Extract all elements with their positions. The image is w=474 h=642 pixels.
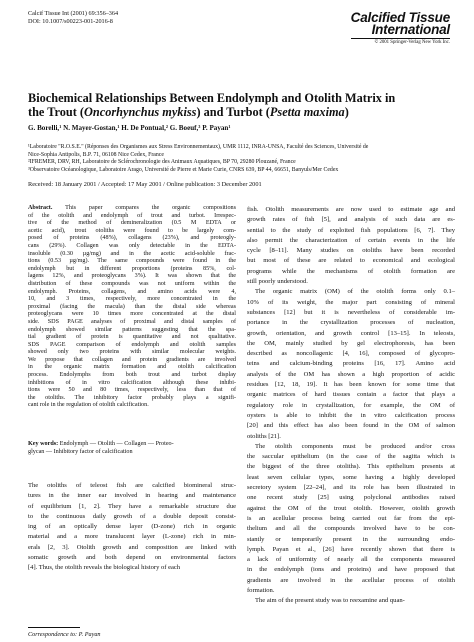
text-line: growth rates of fish [5], and analysis of such data are es- (247, 216, 455, 224)
article-title (28, 91, 448, 119)
abstract-line: posed of proteins (48%), collagens (23%), and proteogly- (28, 235, 236, 242)
affiliation-line: ²IFREMER, DRV, RH, Laboratoire de Sclérochronologie des Animaux Aquatiques, BP 70, 29280 Plouzané, France (28, 159, 296, 166)
text-line: also permit the characterization of certain events in the life (247, 236, 455, 244)
abstract-line: We propose that collagen and protein gradients are involved (28, 356, 236, 363)
text-line: sential to the study of exploited fish populations [6, 7]. They (247, 226, 455, 234)
abstract-line: tions were 50 and 80 times, respectively, less than that of (28, 387, 236, 394)
text-line: programs while the mechanisms of otolith formation are (247, 267, 455, 275)
abstract-line: tial gradient of protein is quantitative and not qualitative. (28, 334, 236, 341)
text-line: erals [2, 3]. Otolith growth and composition are linked with (28, 543, 236, 551)
text-line: material and a more translucent layer (L-zone) rich in min- (28, 533, 236, 541)
correspondence-note: Correspondence to: P. Payan (28, 631, 101, 638)
text-line: fish. Otolith measurements are now used to estimate age and (247, 206, 455, 213)
affiliation-line: Nice-Sophia Antipolis, B.P. 71, 06108 Nice Cedex, France (28, 151, 164, 158)
affiliation-line: ³Observatoire Océanologique, Laboratoire Arago, Université de Pierre et Marie Curie, CNRS 639, BP 44, 66651, Banyuls/Mer Cedex (28, 166, 339, 173)
text-line: of equilibrium [1, 2]. They have a remarkable structure due (28, 502, 236, 510)
abstract-line: acetic acid), trout otoliths were found to be largely com- (28, 227, 236, 234)
text-line: in the endolymph (ions and proteins) and have proposed that (247, 566, 455, 574)
affiliations (28, 144, 448, 174)
text-line: ing of an optically dense layer (D-zone) rich in organic (28, 523, 236, 531)
affiliation-line: ¹Laboratoire "R.O.S.E." (Réponses des Organismes aux Stress Environnementaux), UMR 1112, INRA-UNSA, Faculté des Sciences, Université de (28, 144, 369, 150)
abstract-line: insoluble (0.30 µg/mg) and in the acetic acid-soluble frac- (28, 250, 236, 257)
abstract-line: showed only two proteins with similar molecular weights. (28, 349, 236, 356)
text-line: substances [12] but it is nevertheless of considerable im- (247, 308, 455, 316)
doi-line: DOI: 10.1007/s00223-001-2016-8 (28, 18, 113, 25)
text-line: lymph. Payan et al., [26] have recently shown that there is (247, 545, 455, 553)
abstract-line: endolymph showed similar patterns suggesting that the spa- (28, 326, 236, 333)
text-line: secretory system [22–24], and its role has been illustrated in (247, 484, 455, 492)
text-line: [4]. Thus, the otolith reveals the biological history of each (28, 564, 181, 572)
text-line: formation. (247, 586, 275, 594)
text-line: described as noncollagenic [4, 16], composed of glycopro- (247, 350, 455, 358)
text-line: a lack of uniformity of nearly all the components measured (247, 556, 455, 564)
text-line: growth, orientation, and growth control [13–15]. In teleosts, (247, 329, 455, 337)
citation-block (28, 10, 118, 26)
abstract-line: inhibitions of in vitro calcification although these inhibi- (28, 379, 236, 386)
text-line: residues [12, 18, 19]. It has been known for some time that (247, 381, 455, 389)
text-line: one recent study [25] using polyclonal antibodies raised (247, 494, 455, 502)
abstract-line: proteoglycans were 10 times more concentrated at the distal (28, 311, 236, 318)
publication-dates: Received: 18 January 2001 / Accepted: 17 May 2001 / Online publication: 3 December 2001 (28, 181, 262, 188)
abstract-line: endolymph. Proteins, collagens, and amino acids were 4, (28, 288, 236, 295)
author-list: G. Borelli,¹ N. Mayer-Gostan,¹ H. De Pontual,² G. Boeuf,³ P. Payan¹ (28, 124, 231, 132)
text-line: The otolith components must be produced and/or cross (255, 442, 455, 450)
abstract-line: the otoliths. The inhibitory factor probably plays a signifi- (28, 394, 236, 401)
title-line: the Trout (Oncorhynchus mykiss) and Turbot (Psetta maxima) (28, 105, 349, 119)
copyright-line: © 2001 Springer-Verlag New York Inc. (374, 40, 450, 46)
keywords-label: Key words: (28, 441, 59, 447)
text-line: oysters is able to inhibit the in vitro calcification process (247, 411, 455, 419)
text-line: organic matrices of hard tissues contain a factor that plays a (247, 391, 455, 399)
text-line: teins and calcium-binding proteins [16, 17]. Amino acid (247, 360, 455, 368)
text-line: portance in the crystallization processes of nucleation, (247, 319, 455, 327)
journal-name-line1: Calcified Tissue (350, 10, 450, 25)
abstract (28, 205, 236, 410)
journal-logo (351, 12, 450, 46)
abstract-line: process. Endolymphs from both trout and turbot display (28, 372, 236, 379)
text-line: the biggest of the three otoliths). This epithelium presents at (247, 463, 455, 471)
text-line: is an acellular process being carried out far from the epi- (247, 514, 455, 522)
text-line: analysis of the OM has shown a high proportion of acidic (247, 370, 455, 378)
journal-name-line2: International (371, 22, 450, 37)
abstract-line: distribution of these compounds was not uniform within the (28, 280, 236, 287)
keywords-text: Endolymph — Otolith — Collagen — Proteo- (58, 441, 174, 447)
text-line: The organic matrix (OM) of the otolith forms only 0.1– (255, 288, 455, 296)
introduction-column-1 (28, 481, 236, 574)
abstract-line: SDS PAGE comparison of endolymph and otolith samples (28, 341, 236, 348)
abstract-line: tions (0.53 µg/mg). The same compounds were found in the (28, 258, 236, 265)
text-line: stantly or temporarily present in the surrounding endo- (247, 535, 455, 543)
abstract-text: This paper compares the organic compositions (52, 205, 236, 211)
abstract-line: proximal (facing the macula) than the distal side whereas (28, 303, 236, 310)
keywords (28, 440, 236, 456)
text-line: but most of these are related to economical and ecological (247, 257, 455, 265)
keywords-text: glycan — Inhibitory factor of calcification (28, 449, 133, 455)
citation-line: Calcif Tissue Int (2001) 69:356–364 (28, 10, 119, 17)
abstract-line (28, 205, 236, 213)
text-line: least seven cellular types, some having a highly developed (247, 473, 455, 481)
text-line: otoliths [21]. (247, 432, 281, 440)
text-line: gradients are involved in the acellular process of otolith (247, 576, 455, 584)
title-line: Biochemical Relationships Between Endolymph and Otolith Matrix in (28, 91, 396, 105)
text-line: regulatory role in crystallization, for example, the OM of (247, 401, 455, 409)
text-line: 10% of its weight, the major part consisting of mineral (247, 298, 455, 306)
text-line: The aim of the present study was to reexamine and quan- (255, 597, 405, 605)
text-line: the OM, mainly studied by gel electrophoresis, has been (247, 339, 455, 347)
text-line: the saccular epithelium (in the case of the sagitta which is (247, 453, 455, 461)
text-line: The otoliths of teleost fish are calcified biomineral struc- (28, 482, 236, 489)
text-line: thelium and all the compounds involved have to be con- (247, 525, 455, 533)
abstract-label: Abstract. (28, 205, 53, 211)
abstract-line: tive of the method of demineralization (0.5 M EDTA or (28, 220, 236, 227)
abstract-line: 10, and 3 times, respectively, more concentrated in the (28, 296, 236, 303)
text-line: [20] and this effect has also been found in the OM of salmon (247, 422, 455, 430)
abstract-line: endolymph but in different proportions (proteins 85%, col- (28, 265, 236, 272)
text-line: tures in the inner ear involved in hearing and maintenance (28, 492, 236, 500)
text-line: somatic growth and both depend on environmental factors (28, 554, 236, 562)
footnote-rule (28, 627, 80, 628)
text-line: still poorly understood. (247, 278, 308, 286)
journal-rule (351, 38, 450, 39)
abstract-line: cant role in the regulation of otolith calcification. (28, 402, 149, 409)
text-line: to the continuous daily growth of a double deposit consist- (28, 512, 236, 520)
text-line: cycle [8–11]. Many studies on otoliths have been recorded (247, 247, 455, 255)
abstract-line: of the otolith and endolymph of trout and turbot. Irrespec- (28, 212, 236, 219)
abstract-line: lagens 12%, and proteoglycans 3%). It was shown that the (28, 273, 236, 280)
text-line: against the OM of the trout otolith. However, otolith growth (247, 504, 455, 512)
abstract-line: cans (29%). Collagen was only detectable in the EDTA- (28, 242, 236, 249)
abstract-line: side. SDS PAGE analyses of proximal and distal samples of (28, 318, 236, 325)
abstract-line: in the organic matrix formation and otolith calcification (28, 364, 236, 371)
introduction-column-2 (247, 205, 455, 607)
